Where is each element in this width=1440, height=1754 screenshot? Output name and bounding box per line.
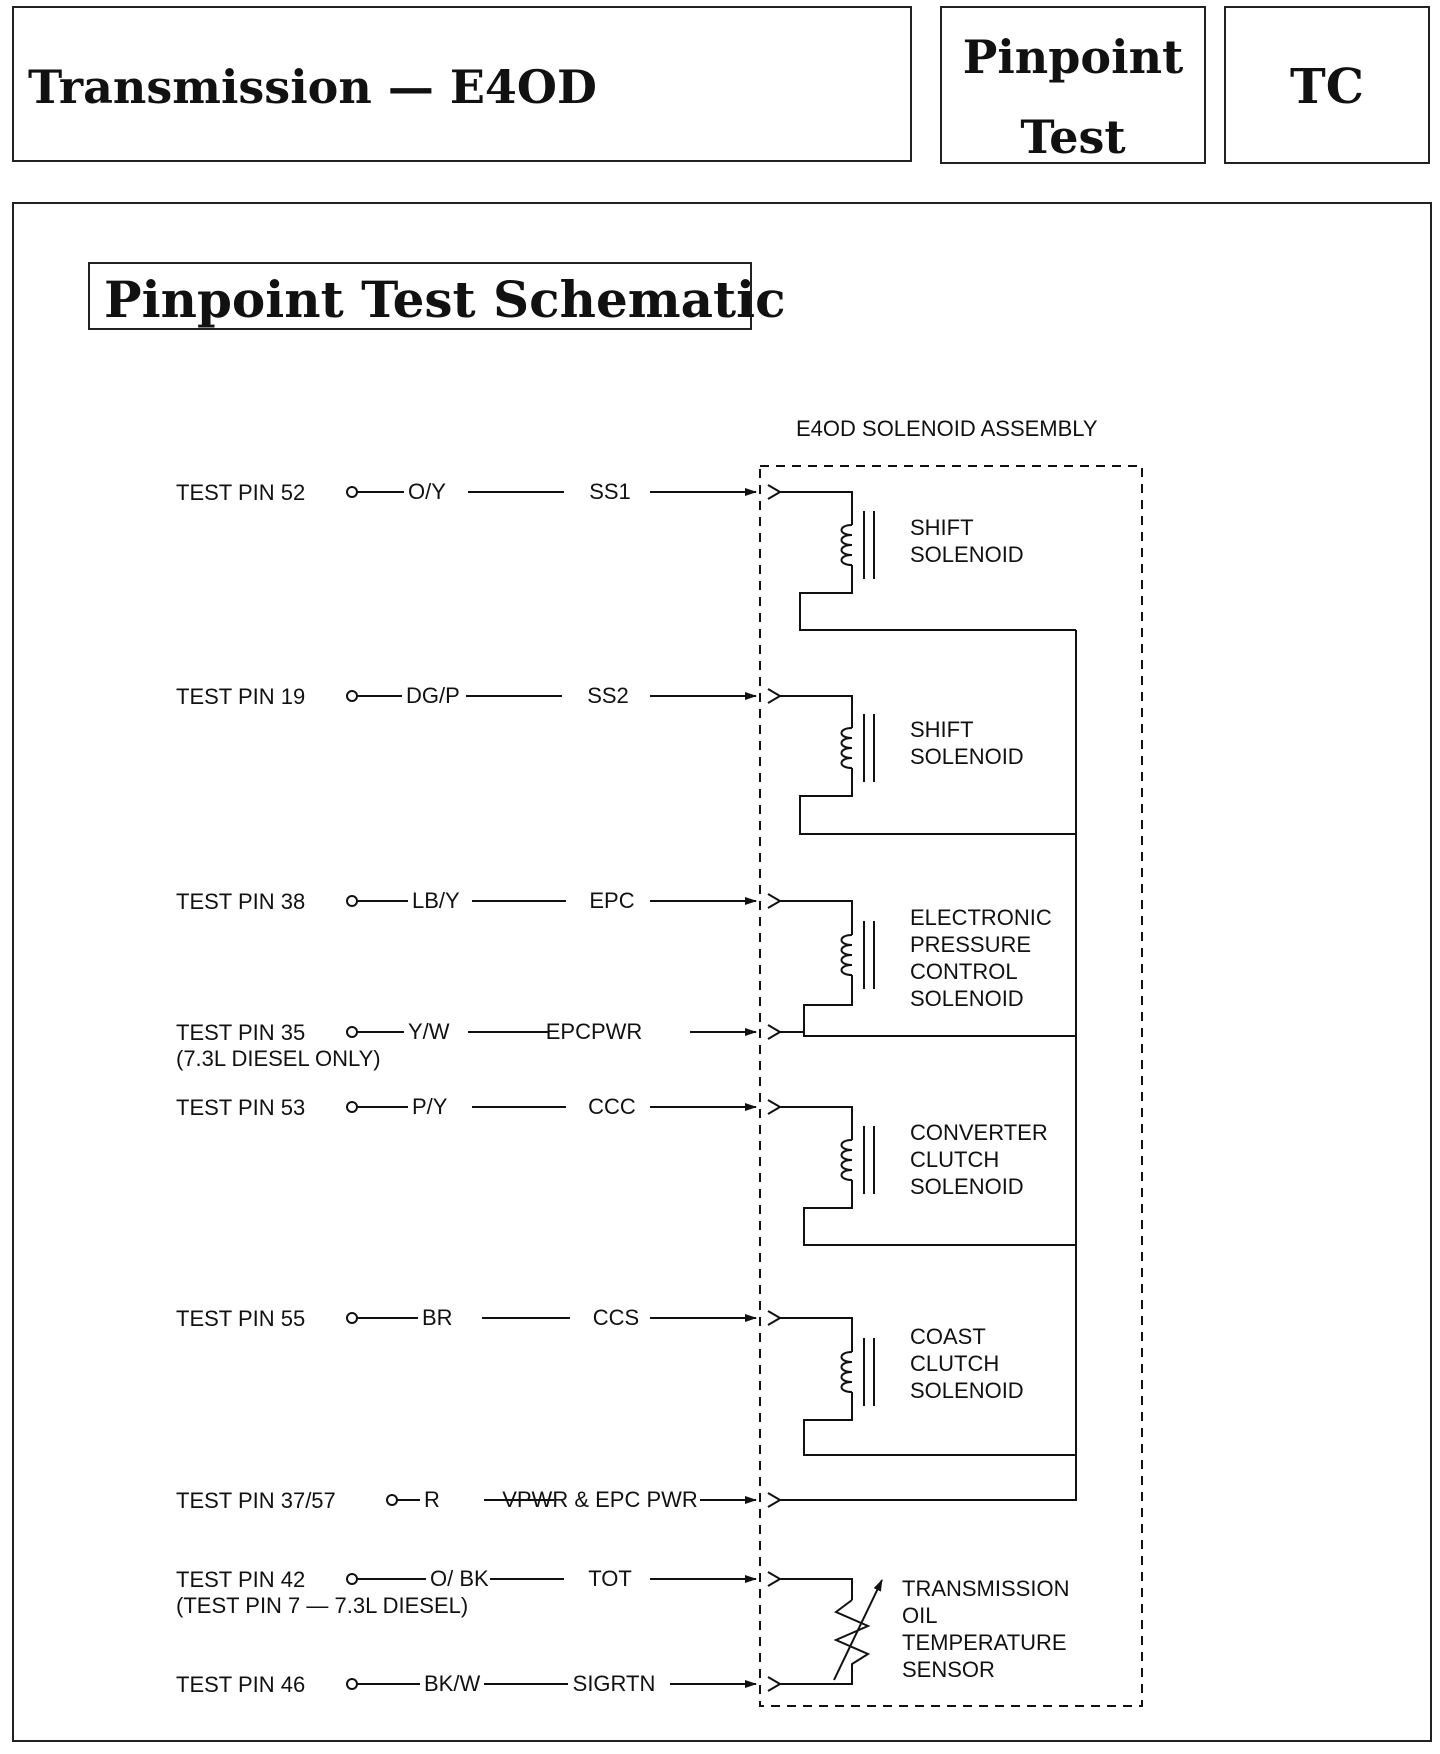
component-label: SHIFT xyxy=(910,717,974,742)
coil-icon xyxy=(842,728,853,768)
solenoid-return xyxy=(800,565,1076,630)
coil-icon xyxy=(842,525,853,565)
signal-name-label: VPWR & EPC PWR xyxy=(502,1487,698,1512)
test-pin-label: TEST PIN 53 xyxy=(176,1095,306,1120)
circuit-row xyxy=(176,1019,780,1071)
solenoid-block xyxy=(780,492,1076,630)
test-pin-label: TEST PIN 19 xyxy=(176,684,306,709)
test-pin-terminal xyxy=(387,1495,397,1505)
component-label: SOLENOID xyxy=(910,542,1024,567)
signal-name-label: SIGRTN xyxy=(572,1671,656,1696)
test-pin-label: TEST PIN 37/57 xyxy=(176,1488,336,1513)
circuit-row xyxy=(176,1487,780,1513)
solenoid-lead xyxy=(780,1107,852,1140)
connector-pin xyxy=(768,1677,780,1691)
wire-color-label: DG/P xyxy=(406,683,460,708)
schematic-title: Pinpoint Test Schematic xyxy=(104,270,786,329)
component-label: CLUTCH xyxy=(910,1147,1000,1172)
signal-name-label: EPCPWR xyxy=(545,1019,643,1044)
circuit-row xyxy=(176,1671,780,1697)
solenoid-lead xyxy=(780,696,852,728)
component-label: TEMPERATURE xyxy=(902,1630,1067,1655)
component-label: SHIFT xyxy=(910,515,974,540)
test-pin-label: TEST PIN 35 xyxy=(176,1020,306,1045)
solenoid-block xyxy=(780,1107,1076,1245)
test-pin-terminal xyxy=(347,1574,357,1584)
component-label: COAST xyxy=(910,1324,986,1349)
wire-color-label: Y/W xyxy=(408,1019,450,1044)
component-label: ELECTRONIC xyxy=(910,905,1052,930)
component-label: CLUTCH xyxy=(910,1351,1000,1376)
test-pin-note: (7.3L DIESEL ONLY) xyxy=(176,1046,381,1071)
signal-name-label: SS1 xyxy=(589,479,631,504)
connector-pin xyxy=(768,1025,780,1039)
variable-arrow-icon xyxy=(834,1580,882,1680)
component-label: SOLENOID xyxy=(910,744,1024,769)
component-label: PRESSURE xyxy=(910,932,1032,957)
connector-pin xyxy=(768,485,780,499)
wire-color-label: R xyxy=(424,1487,440,1512)
solenoid-lead xyxy=(780,492,852,525)
test-pin-label: TEST PIN 52 xyxy=(176,480,306,505)
header-title: Transmission — E4OD xyxy=(28,60,597,114)
test-pin-terminal xyxy=(347,1027,357,1037)
test-pin-terminal xyxy=(347,691,357,701)
signal-name-label: CCS xyxy=(592,1305,640,1330)
circuit-row xyxy=(176,683,780,709)
test-pin-terminal xyxy=(347,1102,357,1112)
connector-pin xyxy=(768,1493,780,1507)
circuit-rows xyxy=(176,479,780,1697)
solenoid-lead xyxy=(780,1318,852,1352)
coil-icon xyxy=(842,1352,853,1392)
sensor-lead xyxy=(780,1579,852,1600)
circuit-row xyxy=(176,479,780,505)
header-section-line-1: Pinpoint xyxy=(962,30,1184,84)
component-label: OIL xyxy=(902,1603,938,1628)
circuit-row xyxy=(176,1305,780,1331)
solenoid-lead xyxy=(780,901,852,935)
circuit-row xyxy=(176,1566,780,1618)
solenoid-return xyxy=(800,768,1076,834)
connector-pin xyxy=(768,1311,780,1325)
component-label: CONTROL xyxy=(910,959,1018,984)
test-pin-label: TEST PIN 46 xyxy=(176,1672,306,1697)
test-pin-note: (TEST PIN 7 — 7.3L DIESEL) xyxy=(176,1593,469,1618)
solenoid-block xyxy=(780,696,1076,834)
test-pin-label: TEST PIN 55 xyxy=(176,1306,306,1331)
test-pin-terminal xyxy=(347,1679,357,1689)
test-pin-terminal xyxy=(347,1313,357,1323)
test-pin-terminal xyxy=(347,487,357,497)
connector-pin xyxy=(768,894,780,908)
assembly-label: E4OD SOLENOID ASSEMBLY xyxy=(796,416,1098,441)
thermistor-icon xyxy=(780,1600,868,1684)
circuit-row xyxy=(176,1094,780,1120)
wire-color-label: O/Y xyxy=(408,479,446,504)
wire-color-label: BK/W xyxy=(424,1671,481,1696)
connector-pin xyxy=(768,1572,780,1586)
component-label: SOLENOID xyxy=(910,1378,1024,1403)
connector-pin xyxy=(768,689,780,703)
wire-color-label: O/ BK xyxy=(430,1566,489,1591)
signal-name-label: CCC xyxy=(588,1094,636,1119)
component-label: SENSOR xyxy=(902,1657,995,1682)
header-section-line-2: Test xyxy=(1020,110,1126,164)
wire-color-label: BR xyxy=(422,1305,453,1330)
circuit-row xyxy=(176,888,780,914)
thermistor-block xyxy=(780,1576,1069,1684)
coil-icon xyxy=(842,935,853,975)
coil-icon xyxy=(842,1140,853,1180)
signal-name-label: SS2 xyxy=(587,683,629,708)
connector-pin xyxy=(768,1100,780,1114)
component-label: SOLENOID xyxy=(910,1174,1024,1199)
wire-color-label: LB/Y xyxy=(412,888,460,913)
solenoid-block xyxy=(780,901,1076,1036)
component-label: CONVERTER xyxy=(910,1120,1048,1145)
component-label: SOLENOID xyxy=(910,986,1024,1011)
component-label: TRANSMISSION xyxy=(902,1576,1070,1601)
signal-name-label: TOT xyxy=(588,1566,632,1591)
test-pin-terminal xyxy=(347,896,357,906)
solenoid-assembly-boundary xyxy=(760,466,1142,1706)
component-group xyxy=(780,492,1076,1684)
header-code: TC xyxy=(1290,59,1364,115)
solenoid-block xyxy=(780,1318,1076,1455)
test-pin-label: TEST PIN 38 xyxy=(176,889,306,914)
signal-name-label: EPC xyxy=(589,888,635,913)
test-pin-label: TEST PIN 42 xyxy=(176,1567,306,1592)
wire-color-label: P/Y xyxy=(412,1094,448,1119)
